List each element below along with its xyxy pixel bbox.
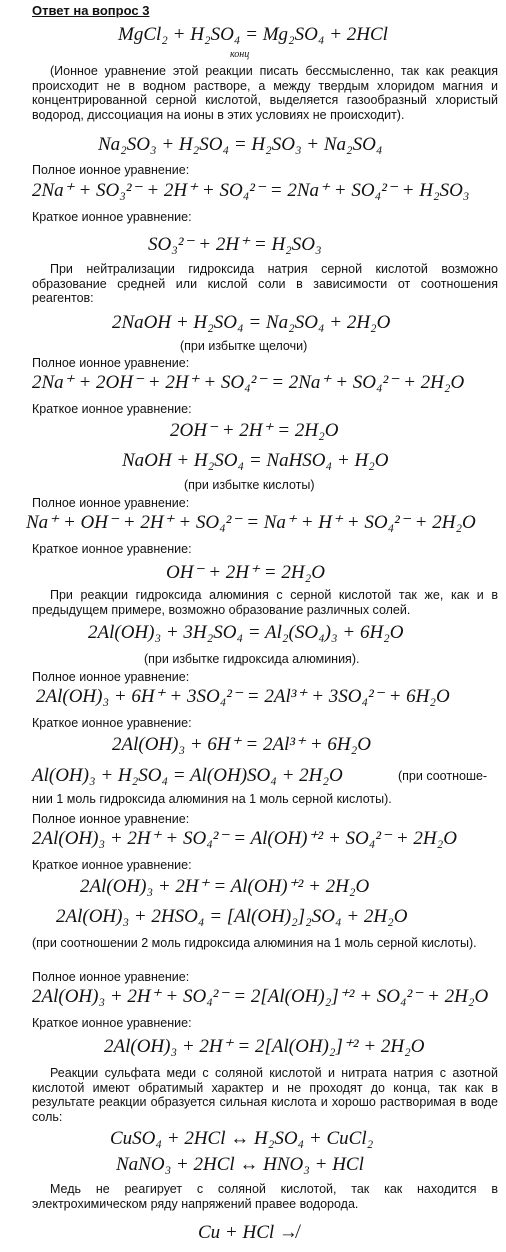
equation-3: 2Na⁺ + SO₃²⁻ + 2H⁺ + SO₄²⁻ = 2Na⁺ + SO₄²⁻ + H₂SO₃	[32, 180, 470, 201]
paragraph-copper: Медь не реагирует с соляной кислотой, так как находится в электрохимическом ряду напряжений правее водорода.	[32, 1182, 498, 1211]
label-short-ionic-2: Краткое ионное уравнение:	[32, 402, 192, 416]
equation-18: 2Al(OH)₃ + 2H⁺ + SO₄²⁻ = 2[Al(OH)₂]⁺² + SO₄²⁻ + 2H₂O	[32, 986, 489, 1007]
label-full-ionic-1: Полное ионное уравнение:	[32, 163, 190, 177]
label-full-ionic-2: Полное ионное уравнение:	[32, 356, 190, 370]
label-short-ionic-5: Краткое ионное уравнение:	[32, 858, 192, 872]
equation-21: NaNO₃ + 2HCl ↔ HNO₃ + HCl	[116, 1154, 364, 1175]
equation-4: SO₃²⁻ + 2H⁺ = H₂SO₃	[148, 234, 322, 255]
paragraph-neutralization: При нейтрализации гидроксида натрия серной кислотой возможно образование средней или кислой соли в зависимости от соотношения реагентов:	[32, 262, 498, 305]
paragraph-aluminium-hydroxide: При реакции гидроксида алюминия с серной кислотой так же, как и в предыдущем примере, возможно образование различных солей.	[32, 588, 498, 617]
label-full-ionic-5: Полное ионное уравнение:	[32, 812, 190, 826]
label-short-ionic-4: Краткое ионное уравнение:	[32, 716, 192, 730]
note-ratio-1-1-end: нии 1 моль гидроксида алюминия на 1 моль серной кислоты).	[32, 792, 392, 806]
equation-1-subscript: конц	[230, 49, 250, 60]
note-ratio-1-1-start: (при соотноше-	[398, 769, 488, 783]
label-short-ionic-3: Краткое ионное уравнение:	[32, 542, 192, 556]
equation-13: 2Al(OH)₃ + 6H⁺ = 2Al³⁺ + 6H₂O	[112, 734, 371, 755]
equation-15: 2Al(OH)₃ + 2H⁺ + SO₄²⁻ = Al(OH)⁺² + SO₄²⁻ + 2H₂O	[32, 828, 457, 849]
label-full-ionic-4: Полное ионное уравнение:	[32, 670, 190, 684]
label-full-ionic-3: Полное ионное уравнение:	[32, 496, 190, 510]
equation-5: 2NaOH + H₂SO₄ = Na₂SO₄ + 2H₂O	[112, 312, 391, 333]
equation-12: 2Al(OH)₃ + 6H⁺ + 3SO₄²⁻ = 2Al³⁺ + 3SO₄²⁻ + 6H₂O	[36, 686, 450, 707]
equation-7: 2OH⁻ + 2H⁺ = 2H₂O	[170, 420, 339, 441]
equation-9: Na⁺ + OH⁻ + 2H⁺ + SO₄²⁻ = Na⁺ + H⁺ + SO₄²⁻ + 2H₂O	[26, 512, 476, 533]
note-excess-aluminium-hydroxide: (при избытке гидроксида алюминия).	[144, 652, 360, 666]
equation-11: 2Al(OH)₃ + 3H₂SO₄ = Al₂(SO₄)₃ + 6H₂O	[88, 622, 404, 643]
paragraph-reversible-reactions: Реакции сульфата меди с соляной кислотой и нитрата натрия с азотной кислотой имеют обратимый характер и не проходят до конца, так как в результате реакции образуется сильная кислота и хорошо растворимая в воде соль:	[32, 1066, 498, 1124]
equation-22: Cu + HCl ↛	[198, 1222, 298, 1243]
label-full-ionic-6: Полное ионное уравнение:	[32, 970, 190, 984]
equation-20: CuSO₄ + 2HCl ↔ H₂SO₄ + CuCl₂	[110, 1128, 374, 1149]
note-excess-acid: (при избытке кислоты)	[184, 478, 315, 492]
label-short-ionic-1: Краткое ионное уравнение:	[32, 210, 192, 224]
equation-1: MgCl₂ + H₂SO₄ = Mg₂SO₄ + 2HCl	[118, 24, 388, 45]
equation-19: 2Al(OH)₃ + 2H⁺ = 2[Al(OH)₂]⁺² + 2H₂O	[104, 1036, 425, 1057]
equation-14: Al(OH)₃ + H₂SO₄ = Al(OH)SO₄ + 2H₂O	[32, 765, 343, 786]
label-short-ionic-6: Краткое ионное уравнение:	[32, 1016, 192, 1030]
paragraph-note-1: (Ионное уравнение этой реакции писать бессмысленно, так как реакция происходит не в водном растворе, а между твердым хлоридом магния и концентрированной серной кислотой, выделяется газообразный хлористый водород, диссоциация на ионы в этих условиях не происходит).	[32, 64, 498, 122]
equation-17: 2Al(OH)₃ + 2HSO₄ = [Al(OH)₂]₂SO₄ + 2H₂O	[56, 906, 408, 927]
equation-2: Na₂SO₃ + H₂SO₄ = H₂SO₃ + Na₂SO₄	[98, 134, 383, 155]
note-ratio-2-1: (при соотношении 2 моль гидроксида алюминия на 1 моль серной кислоты).	[32, 936, 477, 950]
equation-16: 2Al(OH)₃ + 2H⁺ = Al(OH)⁺² + 2H₂O	[80, 876, 370, 897]
note-excess-alkali: (при избытке щелочи)	[180, 339, 308, 353]
page-title: Ответ на вопрос 3	[32, 3, 150, 18]
equation-10: OH⁻ + 2H⁺ = 2H₂O	[166, 562, 325, 583]
equation-6: 2Na⁺ + 2OH⁻ + 2H⁺ + SO₄²⁻ = 2Na⁺ + SO₄²⁻ + 2H₂O	[32, 372, 465, 393]
equation-8: NaOH + H₂SO₄ = NaHSO₄ + H₂O	[122, 450, 389, 471]
